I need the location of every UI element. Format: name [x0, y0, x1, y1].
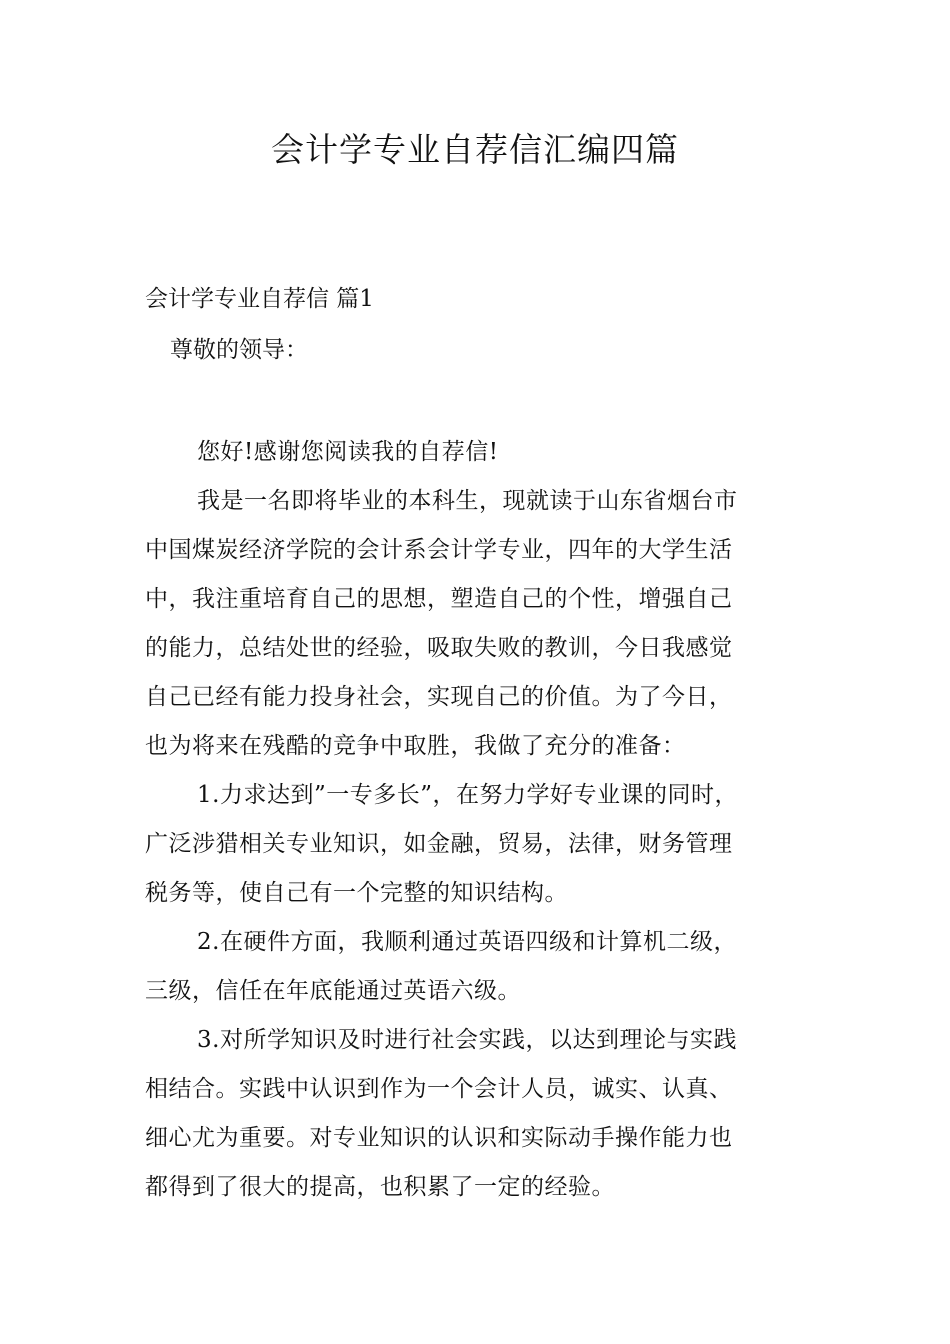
text-line: 广泛涉猎相关专业知识，如金融，贸易，法律，财务管理: [145, 831, 733, 857]
salutation: 尊敬的领导：: [170, 337, 308, 363]
section-heading: 会计学专业自荐信 篇1: [145, 286, 374, 312]
text-line: 3.对所学知识及时进行社会实践，以达到理论与实践: [197, 1027, 737, 1053]
text-line: 我是一名即将毕业的本科生，现就读于山东省烟台市: [197, 488, 738, 514]
text-line: 自己已经有能力投身社会，实现自己的价值。为了今日，: [145, 684, 733, 710]
text-line: 都得到了很大的提高，也积累了一定的经验。: [145, 1174, 615, 1200]
text-line: 中国煤炭经济学院的会计系会计学专业，四年的大学生活: [145, 537, 733, 563]
text-line: 1.力求达到”一专多长”，在努力学好专业课的同时，: [197, 782, 738, 808]
text-line: 中，我注重培育自己的思想，塑造自己的个性，增强自己: [145, 586, 733, 612]
paragraph-point-3: [145, 1016, 810, 1212]
text-line: 也为将来在残酷的竞争中取胜，我做了充分的准备：: [145, 733, 686, 759]
text-line: 相结合。实践中认识到作为一个会计人员，诚实、认真、: [145, 1076, 733, 1102]
paragraph-point-1: [145, 771, 810, 918]
text-line: 的能力，总结处世的经验，吸取失败的教训，今日我感觉: [145, 635, 733, 661]
text-line: 细心尤为重要。对专业知识的认识和实际动手操作能力也: [145, 1125, 733, 1151]
text-line: 2.在硬件方面，我顺利通过英语四级和计算机二级，: [197, 929, 737, 955]
text-line: 税务等，使自己有一个完整的知识结构。: [145, 880, 568, 906]
text-line: 您好!感谢您阅读我的自荐信!: [197, 439, 499, 465]
paragraph-introduction: [145, 477, 810, 771]
text-line: 三级，信任在年底能通过英语六级。: [145, 978, 521, 1004]
letter-body: [145, 428, 810, 1212]
paragraph-point-2: [145, 918, 810, 1016]
document-title: 会计学专业自荐信汇编四篇: [271, 130, 679, 169]
paragraph-greeting: [145, 428, 810, 477]
